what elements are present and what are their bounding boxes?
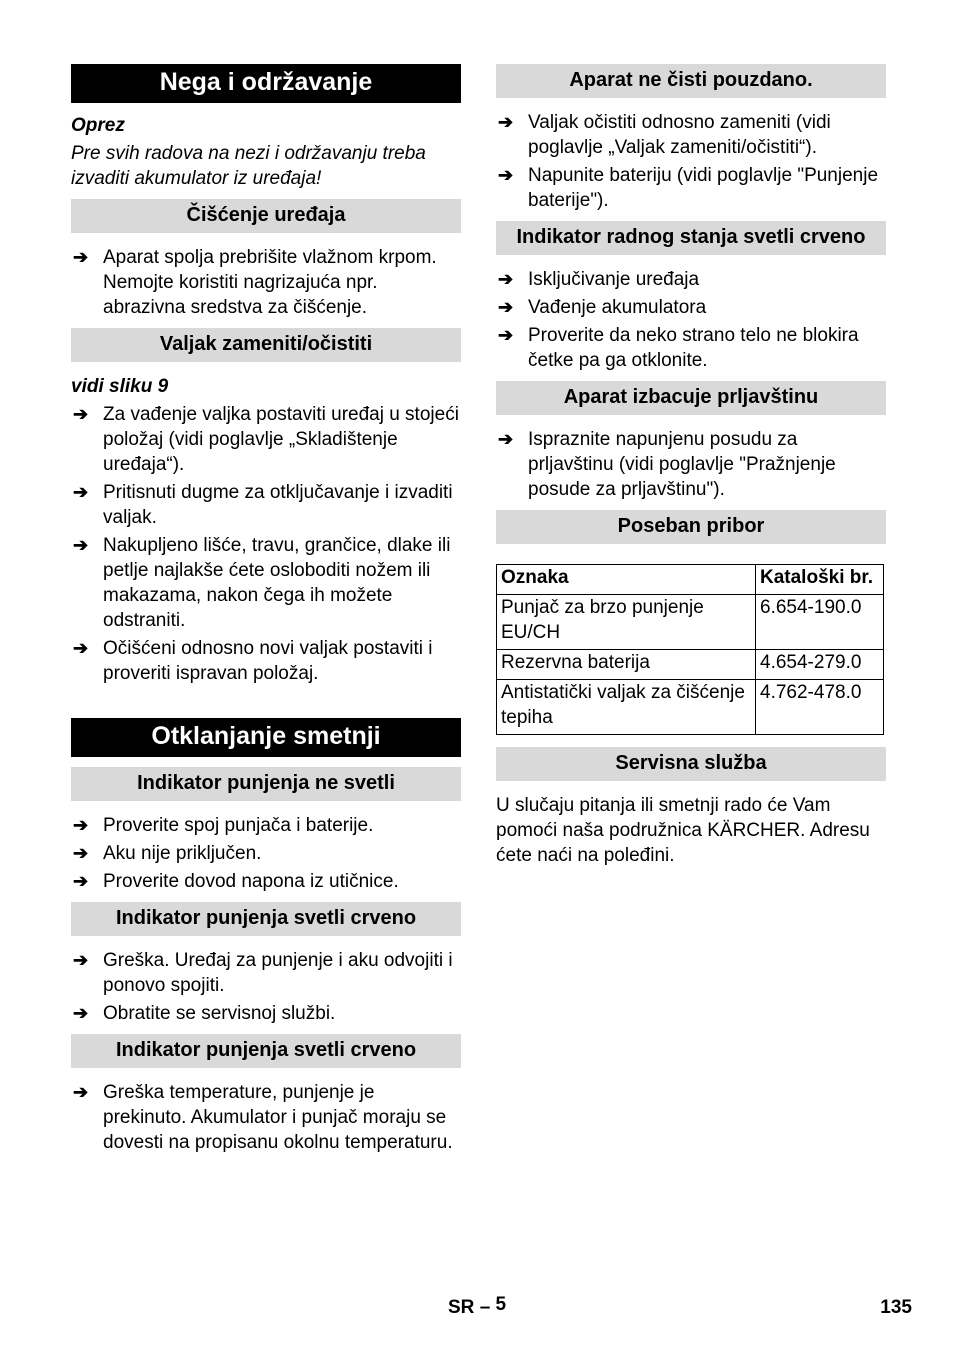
arrow-right-icon: ➔ <box>73 950 89 970</box>
list-item: ➔ Nakupljeno lišće, travu, grančice, dlake ili petlje najlakše ćete osloboditi nožem ili makazama, nakon čega ih možete odstraniti. <box>73 535 451 631</box>
list-item: ➔ Pritisnuti dugme za otključavanje i izvaditi valjak. <box>73 482 453 528</box>
arrow-right-icon: ➔ <box>498 112 514 132</box>
page-number: 135 <box>880 1297 912 1318</box>
roller-list <box>71 402 461 686</box>
list-item: ➔ Proverite spoj punjača i baterije. <box>73 815 374 836</box>
charge-indicator-red-temp-list <box>71 1080 461 1155</box>
footer-dash: – <box>479 1297 491 1318</box>
accessories-table <box>496 564 884 735</box>
accessories-heading: Poseban pribor <box>496 510 886 544</box>
ejects-dirt-heading: Aparat izbacuje prljavštinu <box>496 381 886 415</box>
roller-heading: Valjak zameniti/očistiti <box>71 328 461 362</box>
footer-lang: SR <box>448 1297 475 1318</box>
charge-indicator-off-heading: Indikator punjenja ne svetli <box>71 767 461 801</box>
list-item: ➔ Greška. Uređaj za punjenje i aku odvojiti i ponovo spojiti. <box>73 950 453 996</box>
status-indicator-red-list <box>496 267 886 373</box>
not-cleaning-heading: Aparat ne čisti pouzdano. <box>496 64 886 98</box>
arrow-right-icon: ➔ <box>498 325 514 345</box>
table-cell: Punjač za brzo punjenje EU/CH <box>497 595 756 650</box>
arrow-right-icon: ➔ <box>73 404 89 424</box>
arrow-right-icon: ➔ <box>498 165 514 185</box>
list-item: ➔ Obratite se servisnoj službi. <box>73 1003 336 1024</box>
maintenance-heading: Nega i održavanje <box>71 64 461 103</box>
arrow-right-icon: ➔ <box>73 1082 89 1102</box>
list-item: ➔ Isključivanje uređaja <box>498 269 700 290</box>
table-cell: Rezervna baterija <box>497 650 756 680</box>
list-item: ➔ Valjak očistiti odnosno zameniti (vidi poglavlje „Valjak zameniti/očistiti“). <box>498 112 831 158</box>
not-cleaning-list <box>496 110 886 213</box>
table-row <box>497 595 884 650</box>
charge-indicator-off-list <box>71 813 461 894</box>
table-cell: Antistatički valjak za čišćenje tepiha <box>497 680 756 735</box>
list-item: ➔ Napunite bateriju (vidi poglavlje "Punjenje baterije"). <box>498 165 879 211</box>
caution-text: Pre svih radova na nezi i održavanju treba izvaditi akumulator iz uređaja! <box>71 143 426 189</box>
list-item: ➔ Aparat spolja prebrišite vlažnom krpom. Nemojte koristiti nagrizajuća npr. abrazivna sredstva za čišćenje. <box>73 247 437 318</box>
left-column <box>71 64 461 1161</box>
list-item: ➔ Za vađenje valjka postaviti uređaj u stojeći položaj (vidi poglavlje „Skladištenje uređaja“). <box>73 404 459 475</box>
service-heading: Servisna služba <box>496 747 886 781</box>
arrow-right-icon: ➔ <box>73 815 89 835</box>
arrow-right-icon: ➔ <box>73 638 89 658</box>
cleaning-list <box>71 245 461 320</box>
arrow-right-icon: ➔ <box>73 482 89 502</box>
arrow-right-icon: ➔ <box>498 297 514 317</box>
caution-label: Oprez <box>71 115 125 136</box>
arrow-right-icon: ➔ <box>73 843 89 863</box>
arrow-right-icon: ➔ <box>73 1003 89 1023</box>
troubleshooting-heading: Otklanjanje smetnji <box>71 718 461 757</box>
table-cell: 6.654-190.0 <box>756 595 884 650</box>
right-column <box>496 64 886 871</box>
service-text: U slučaju pitanja ili smetnji rado će Vam pomoći naša podružnica KÄRCHER. Adresu ćete naći na poleđini. <box>496 795 870 866</box>
column-header-catalog-number: Kataloški br. <box>756 565 884 595</box>
arrow-right-icon: ➔ <box>498 429 514 449</box>
list-item: ➔ Greška temperature, punjenje je prekinuto. Akumulator i punjač moraju se dovesti na propisanu okolnu temperaturu. <box>73 1082 453 1153</box>
table-row <box>497 650 884 680</box>
footer-section-page: 5 <box>495 1294 507 1315</box>
table-row <box>497 680 884 735</box>
list-item: ➔ Ispraznite napunjenu posudu za prljavštinu (vidi poglavlje "Pražnjenje posude za prljavštinu"). <box>498 429 836 500</box>
table-header-row <box>497 565 884 595</box>
list-item: ➔ Očišćeni odnosno novi valjak postaviti i proveriti ispravan položaj. <box>73 638 433 684</box>
arrow-right-icon: ➔ <box>73 871 89 891</box>
footer-section-label <box>448 1294 507 1319</box>
arrow-right-icon: ➔ <box>73 535 89 555</box>
arrow-right-icon: ➔ <box>73 247 89 267</box>
figure-reference: vidi sliku 9 <box>71 376 169 397</box>
list-item: ➔ Proverite dovod napona iz utičnice. <box>73 871 399 892</box>
table-cell: 4.654-279.0 <box>756 650 884 680</box>
arrow-right-icon: ➔ <box>498 269 514 289</box>
list-item: ➔ Vađenje akumulatora <box>498 297 707 318</box>
cleaning-heading: Čišćenje uređaja <box>71 199 461 233</box>
charge-indicator-red-temp-heading: Indikator punjenja svetli crveno <box>71 1034 461 1068</box>
list-item: ➔ Aku nije priključen. <box>73 843 262 864</box>
list-item: ➔ Proverite da neko strano telo ne blokira četke pa ga otklonite. <box>498 325 859 371</box>
column-header-designation: Oznaka <box>497 565 756 595</box>
table-cell: 4.762-478.0 <box>756 680 884 735</box>
ejects-dirt-list <box>496 427 886 502</box>
charge-indicator-red-list <box>71 948 461 1026</box>
status-indicator-red-heading: Indikator radnog stanja svetli crveno <box>496 221 886 255</box>
charge-indicator-red-heading: Indikator punjenja svetli crveno <box>71 902 461 936</box>
